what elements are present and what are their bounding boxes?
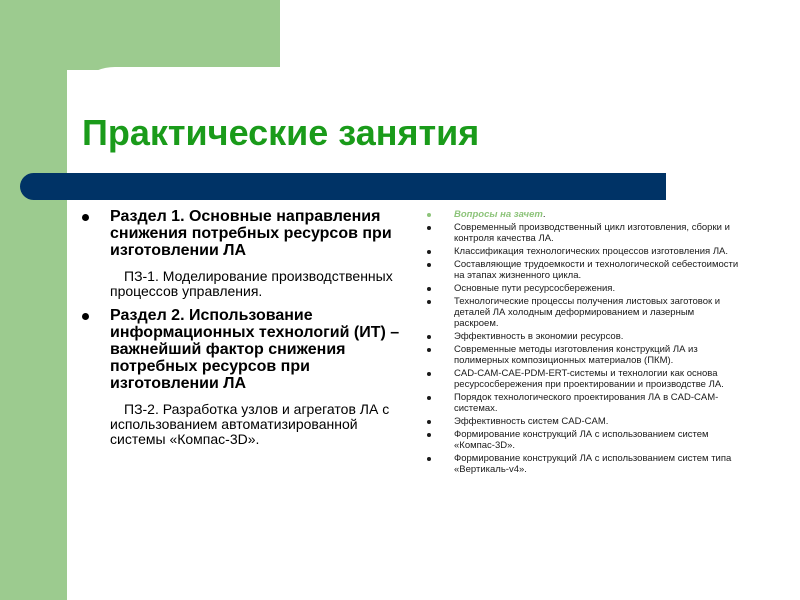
question-text: Эффективность в экономии ресурсов. <box>454 331 624 342</box>
question-item <box>426 283 741 294</box>
question-item <box>426 222 741 244</box>
question-text: Эффективность систем CAD-CAM. <box>454 416 609 427</box>
section-title: Раздел 2. Использование информационных технологий (ИТ) – важнейший фактор снижения потребных ресурсов при изготовлении ЛА <box>110 307 400 392</box>
bullet-icon <box>427 372 431 376</box>
section-item <box>80 307 400 447</box>
question-text: Составляющие трудоемкости и технологической себестоимости на этапах жизненного цикла. <box>454 259 739 281</box>
question-item <box>426 392 741 414</box>
section-description: ПЗ-1. Моделирование производственных процессов управления. <box>110 268 393 299</box>
bullet-icon <box>427 457 431 461</box>
bullet-icon <box>427 396 431 400</box>
section-title: Раздел 1. Основные направления снижения потребных ресурсов при изготовлении ЛА <box>110 208 392 259</box>
questions-header-suffix: . <box>542 209 546 220</box>
bullet-icon <box>427 420 431 424</box>
bullet-icon <box>427 263 431 267</box>
bullet-icon <box>427 226 431 230</box>
questions-list <box>426 209 750 477</box>
question-text: Формирование конструкций ЛА с использованием систем типа «Вертикаль-v4». <box>454 453 750 475</box>
bullet-icon <box>427 433 431 437</box>
bullet-icon <box>82 214 89 221</box>
bullet-icon <box>427 300 431 304</box>
bullet-icon <box>427 287 431 291</box>
questions-header-text: Вопросы на зачет <box>454 209 543 220</box>
question-item <box>426 331 741 342</box>
bullet-icon <box>427 213 431 217</box>
question-item <box>426 368 741 390</box>
question-text: CAD-CAM-CAE-PDM-ERT-системы и технологии как основа ресурсосбережения при проектировании и производстве ЛА. <box>454 368 724 390</box>
question-text: Классификация технологических процессов изготовления ЛА. <box>454 246 729 257</box>
bullet-icon <box>427 335 431 339</box>
question-text: Современный производственный цикл изготовления, сборки и контроля качества ЛА. <box>454 222 730 244</box>
question-text: Формирование конструкций ЛА с использованием систем «Компас-3D». <box>454 429 709 451</box>
question-item <box>426 246 741 257</box>
sections-list <box>80 208 400 451</box>
question-item <box>426 416 741 427</box>
question-text: Технологические процессы получения листовых заготовок и деталей ЛА холодным деформированием и лазерным раскроем. <box>454 296 721 329</box>
green-side-strip <box>0 0 67 600</box>
question-item <box>426 344 741 366</box>
bullet-icon <box>427 250 431 254</box>
question-text: Порядок технологического проектирования ЛА в CAD-CAM-системах. <box>454 392 719 414</box>
questions-header <box>426 209 741 220</box>
question-text: Основные пути ресурсосбережения. <box>454 283 616 294</box>
section-description: ПЗ-2. Разработка узлов и агрегатов ЛА с использованием автоматизированной системы «Компас-3D». <box>110 401 390 447</box>
title-divider-bar <box>20 173 666 200</box>
question-item <box>426 296 741 329</box>
bullet-icon <box>82 313 89 320</box>
bullet-icon <box>427 348 431 352</box>
slide-title: Практические занятия <box>82 112 480 153</box>
question-item <box>426 429 741 451</box>
question-item <box>426 453 750 475</box>
question-text: Современные методы изготовления конструкций ЛА из полимерных композиционных материалов (ПКМ). <box>454 344 698 366</box>
section-item <box>80 208 400 299</box>
question-item <box>426 259 741 281</box>
